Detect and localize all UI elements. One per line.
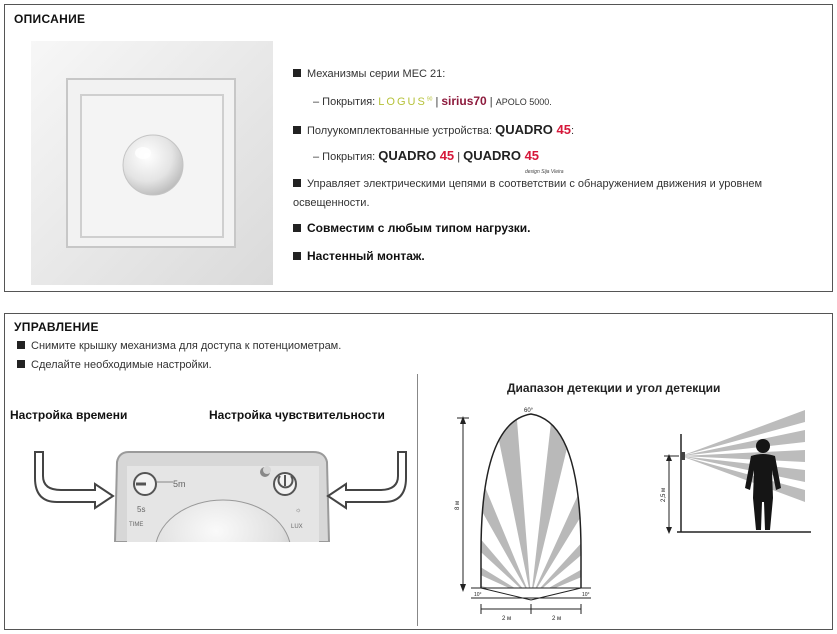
description-panel <box>4 4 833 292</box>
knob-max-label: 5m <box>173 479 186 489</box>
logus-logo: LOGUS <box>378 96 427 108</box>
desc-item-7: Настенный монтаж. <box>293 249 425 263</box>
angle-left-label: 10° <box>474 592 482 598</box>
potentiometer-illustration <box>33 448 408 542</box>
bullet-icon <box>293 179 301 187</box>
bullet-icon <box>293 252 301 260</box>
apolo-logo: APOLO 5000. <box>495 97 552 107</box>
desc-item-1: Механизмы серии MEC 21: <box>293 68 445 80</box>
bullet-icon <box>293 224 301 232</box>
width-left-label: 2 м <box>502 616 512 622</box>
control-item-1: Снимите крышку механизма для доступа к потенциометрам. <box>17 340 341 352</box>
device-photo <box>31 41 273 285</box>
width-right-label: 2 м <box>552 616 562 622</box>
time-tag: TIME <box>129 522 144 528</box>
detection-beam <box>531 414 574 598</box>
design-caption: design Sija Vieira <box>525 169 564 175</box>
angle-top-label: 60° <box>524 408 534 414</box>
knob-min-label: 5s <box>137 505 146 514</box>
quadro45-design-logo: QUADRO 45 <box>463 148 540 163</box>
angle-right-label: 10° <box>582 592 590 598</box>
bullet-icon <box>17 360 25 368</box>
time-knob <box>134 473 156 495</box>
control-item-2: Сделайте необходимые настройки. <box>17 359 212 371</box>
desc-item-2: – Покрытия: LOGUS$^{90}$ | sirius70 | APOLO 5000. <box>313 94 552 108</box>
right-arrow-icon <box>328 452 406 508</box>
description-title: ОПИСАНИЕ <box>14 12 86 26</box>
sensitivity-setting-label: Настройка чувствительности <box>209 408 385 422</box>
left-arrow-icon <box>35 452 113 508</box>
mount-height-label: 2,5 м <box>661 487 667 502</box>
detection-title: Диапазон детекции и угол детекции <box>507 381 721 395</box>
time-setting-label: Настройка времени <box>10 408 128 422</box>
quadro45-logo: QUADRO 45 <box>378 148 455 163</box>
detection-range-diagram <box>441 402 613 624</box>
mounting-height-diagram <box>655 404 811 540</box>
desc-item-5: Управляет электрическими цепями в соответствии с обнаружением движения и уровнем освещенности. <box>293 178 763 209</box>
bullet-icon <box>293 126 301 134</box>
detection-beam <box>494 414 531 598</box>
control-panel <box>4 313 833 630</box>
divider <box>417 374 418 626</box>
sun-icon: ☼ <box>295 507 302 514</box>
height-label: 8 м <box>455 500 461 510</box>
control-title: УПРАВЛЕНИЕ <box>14 320 99 334</box>
desc-item-6: Совместим с любым типом нагрузки. <box>293 221 531 235</box>
quadro45-logo: QUADRO 45 <box>495 122 572 137</box>
bullet-icon <box>17 341 25 349</box>
desc-item-4: – Покрытия: QUADRO 45 | QUADRO 45 <box>313 148 540 163</box>
sirius-logo: sirius70 <box>441 94 487 108</box>
bullet-icon <box>293 69 301 77</box>
desc-item-3: Полуукомплектованные устройства: QUADRO 45: <box>293 122 574 137</box>
lux-tag: LUX <box>291 524 303 530</box>
